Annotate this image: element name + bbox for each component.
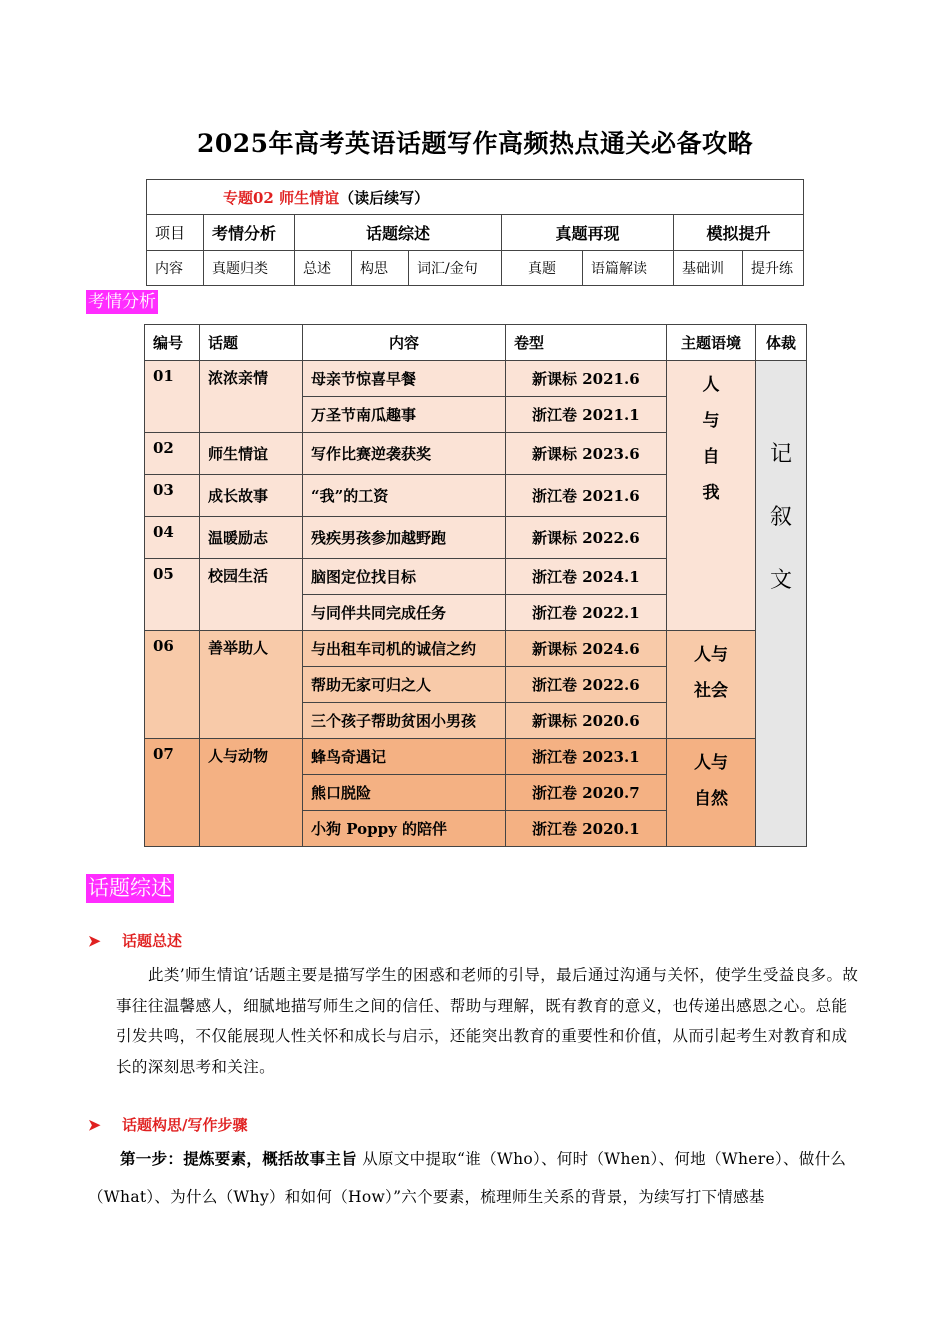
context-society-2: 社会: [694, 681, 728, 701]
row-label-content: 内容: [147, 251, 204, 286]
row-topic: 校园生活: [200, 559, 303, 631]
heading-steps: [88, 1114, 247, 1135]
heading-steps-text: 话题构思/写作步骤: [122, 1116, 248, 1134]
row-paper: 浙江卷 2022.1: [506, 595, 667, 631]
table-row: [145, 631, 807, 667]
analysis-table: [144, 324, 807, 847]
row-paper: 新课标 2022.6: [506, 517, 667, 559]
row-content: 熊口脱险: [303, 775, 506, 811]
row-paper: 新课标 2020.6: [506, 703, 667, 739]
row-content: 母亲节惊喜早餐: [303, 361, 506, 397]
row-topic: 人与动物: [200, 739, 303, 847]
sub-exam: 真题: [502, 251, 583, 286]
context-self-3: 自: [702, 447, 720, 467]
context-society-cell: [667, 631, 756, 739]
row-id: 03: [145, 475, 200, 517]
sub-basic-training: 基础训: [674, 251, 743, 286]
row-topic: 善举助人: [200, 631, 303, 739]
row-topic: 浓浓亲情: [200, 361, 303, 433]
context-society-1: 人与: [694, 645, 728, 665]
step-one-paragraph: [88, 1140, 864, 1216]
topic-cell: [147, 180, 804, 215]
row-topic: 温暖励志: [200, 517, 303, 559]
table-row: [145, 739, 807, 775]
col-genre: 体裁: [756, 325, 807, 361]
sub-summary: 总述: [295, 251, 352, 286]
row-paper: 新课标 2024.6: [506, 631, 667, 667]
heading-summary-text: 话题总述: [122, 932, 183, 950]
context-nature-1: 人与: [694, 753, 728, 773]
topic-red: 专题02 师生情谊: [223, 188, 340, 207]
sub-conception: 构思: [352, 251, 409, 286]
col-content: 内容: [303, 325, 506, 361]
genre-char-1: 记: [769, 442, 792, 467]
context-self-4: 我: [702, 483, 720, 503]
row-content: “我”的工资: [303, 475, 506, 517]
row-paper: 浙江卷 2024.1: [506, 559, 667, 595]
header-overview: 话题综述: [295, 215, 502, 251]
row-paper: 新课标 2021.6: [506, 361, 667, 397]
row-content: 三个孩子帮助贫困小男孩: [303, 703, 506, 739]
table-row: [145, 361, 807, 397]
sub-advanced-practice: 提升练: [743, 251, 804, 286]
section-label-analysis: 考情分析: [88, 292, 156, 312]
row-paper: 浙江卷 2022.6: [506, 667, 667, 703]
document-title: 2025年高考英语话题写作高频热点通关必备攻略: [196, 129, 754, 158]
header-analysis: 考情分析: [204, 215, 295, 251]
col-topic: 话题: [200, 325, 303, 361]
arrow-icon: ➤: [88, 932, 101, 950]
sub-text-reading: 语篇解读: [583, 251, 674, 286]
topic-suffix: （读后续写）: [339, 188, 430, 207]
row-paper: 浙江卷 2021.1: [506, 397, 667, 433]
col-id: 编号: [145, 325, 200, 361]
genre-cell: [756, 361, 807, 847]
row-content: 万圣节南瓜趣事: [303, 397, 506, 433]
step-one-title: 第一步：提炼要素，概括故事主旨: [120, 1149, 358, 1168]
col-context: 主题语境: [667, 325, 756, 361]
row-id: 04: [145, 517, 200, 559]
row-id: 07: [145, 739, 200, 847]
context-self-2: 与: [702, 411, 720, 431]
row-content: 小狗 Poppy 的陪伴: [303, 811, 506, 847]
context-self-1: 人: [702, 375, 720, 395]
row-paper: 浙江卷 2020.1: [506, 811, 667, 847]
row-content: 与同伴共同完成任务: [303, 595, 506, 631]
row-id: 06: [145, 631, 200, 739]
genre-char-3: 文: [769, 568, 792, 593]
row-label-project: 项目: [147, 215, 204, 251]
row-id: 05: [145, 559, 200, 631]
row-paper: 浙江卷 2020.7: [506, 775, 667, 811]
row-content: 帮助无家可归之人: [303, 667, 506, 703]
heading-summary: [88, 930, 182, 951]
sub-classification: 真题归类: [204, 251, 295, 286]
row-content: 蜂鸟奇遇记: [303, 739, 506, 775]
row-content: 与出租车司机的诚信之约: [303, 631, 506, 667]
arrow-icon: ➤: [88, 1116, 101, 1134]
context-nature-cell: [667, 739, 756, 847]
context-self-cell: [667, 361, 756, 631]
info-table: [146, 179, 804, 286]
header-real-exam: 真题再现: [502, 215, 674, 251]
row-paper: 新课标 2023.6: [506, 433, 667, 475]
row-content: 写作比赛逆袭获奖: [303, 433, 506, 475]
row-paper: 浙江卷 2021.6: [506, 475, 667, 517]
sub-vocabulary: 词汇/金句: [409, 251, 502, 286]
row-paper: 浙江卷 2023.1: [506, 739, 667, 775]
col-paper: 卷型: [506, 325, 667, 361]
header-simulation: 模拟提升: [674, 215, 804, 251]
row-content: 脑图定位找目标: [303, 559, 506, 595]
genre-char-2: 叙: [769, 505, 792, 530]
step-one-text: 从原文中提取“谁（Who）、何时（When）、何地（Where）、做什么（What）、为什么（Why）和如何（How）”六个要素，梳理师生关系的背景，为续写打下情感基: [88, 1150, 847, 1206]
row-topic: 师生情谊: [200, 433, 303, 475]
row-id: 01: [145, 361, 200, 433]
overview-paragraph: 此类’师生情谊’话题主要是描写学生的困惑和老师的引导，最后通过沟通与关怀，使学生受益良多。故事往往温馨感人，细腻地描写师生之间的信任、帮助与理解，既有教育的意义，也传递出感恩之心。总能引发共鸣，不仅能展现人性关怀和成长与启示，还能突出教育的重要性和价值，从而引起考生对教育和成长的深刻思考和关注。: [116, 966, 859, 1076]
context-nature-2: 自然: [694, 789, 728, 809]
section-label-overview: 话题综述: [86, 874, 174, 903]
row-content: 残疾男孩参加越野跑: [303, 517, 506, 559]
row-topic: 成长故事: [200, 475, 303, 517]
row-id: 02: [145, 433, 200, 475]
